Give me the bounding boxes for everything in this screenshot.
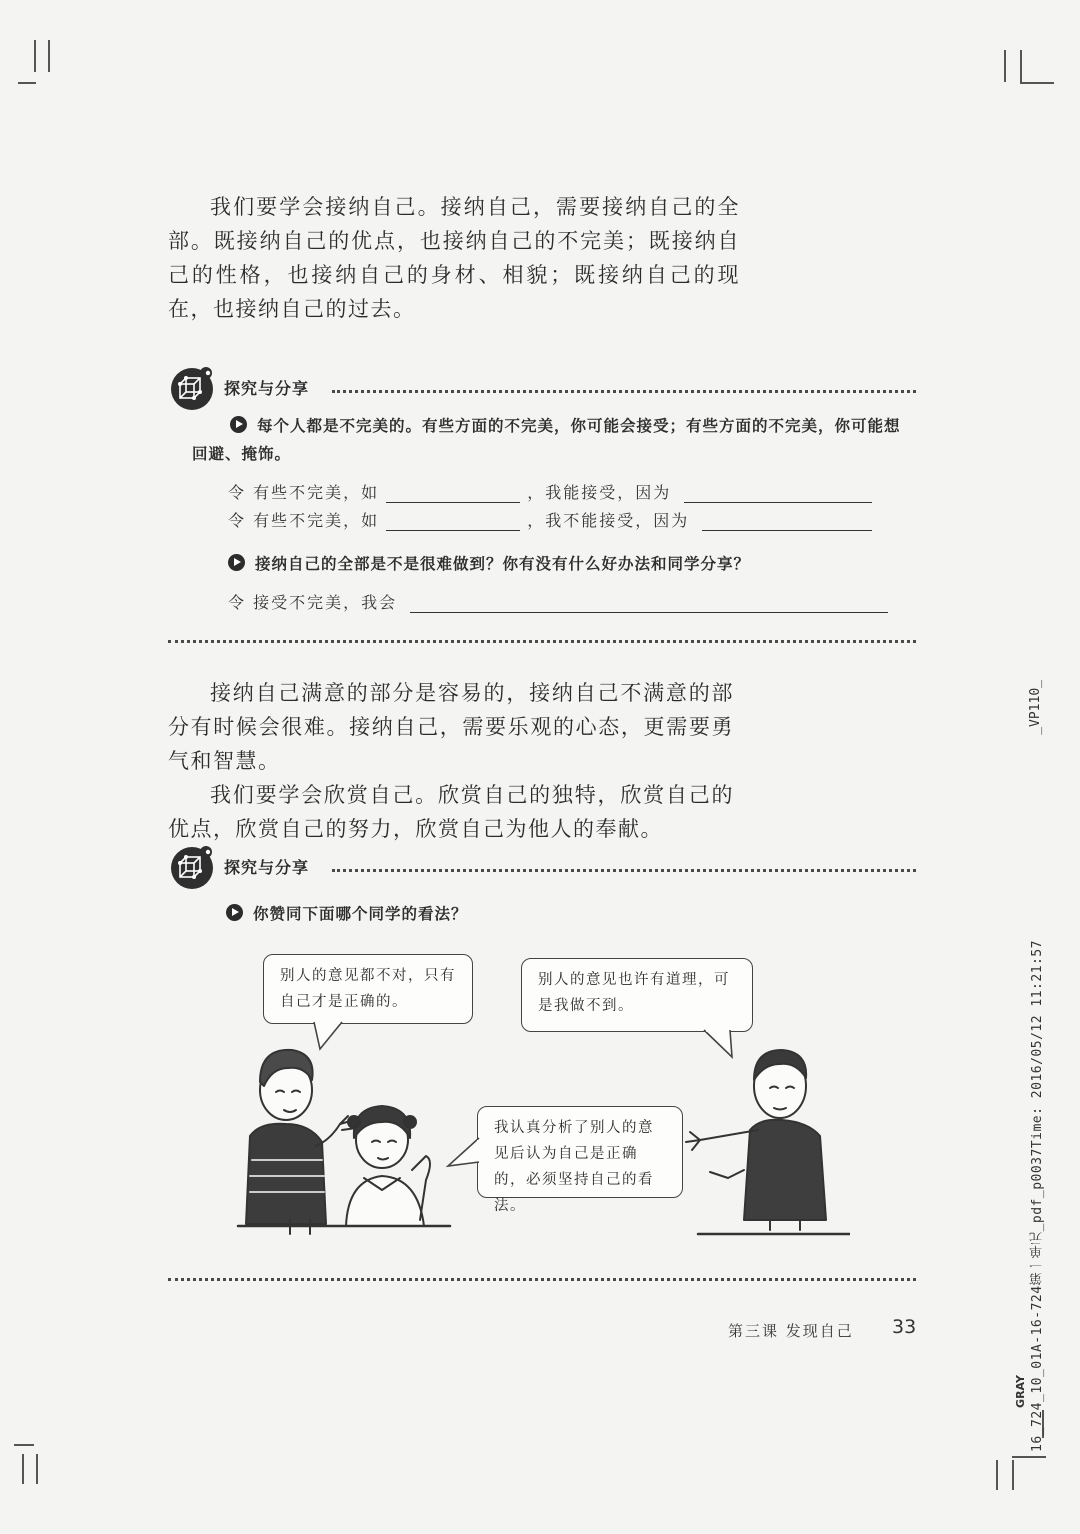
paragraph-text: 我们要学会欣赏自己。欣赏自己的独特，欣赏自己的优点，欣赏自己的努力，欣赏自己为他人的奉献。: [168, 783, 734, 841]
fill-middle: ，我不能接受，因为: [527, 511, 690, 530]
section-divider-1: [168, 640, 916, 643]
answer-blank[interactable]: [410, 592, 888, 613]
fill-row-1: [228, 480, 872, 508]
bubble-text: 别人的意见都不对，只有自己才是正确的。: [280, 968, 456, 1010]
bubble-tail: [446, 1134, 480, 1168]
answer-blank[interactable]: [386, 510, 520, 531]
fill-middle: ，我能接受，因为: [527, 483, 672, 502]
answer-blank[interactable]: [684, 482, 872, 503]
section-title: 探究与分享: [224, 858, 310, 877]
explore-share-header-2: [168, 845, 916, 889]
molecule-cube-icon: [168, 366, 216, 410]
question-text: 每个人都是不完美的。有些方面的不完美，你可能会接受；有些方面的不完美，你可能想回避、掩饰。: [192, 417, 901, 463]
print-code: _VP110_: [1028, 680, 1043, 735]
girl-figure: [346, 1106, 430, 1226]
fill-row-3: [228, 590, 888, 618]
dotted-rule: [332, 869, 916, 872]
paragraph-text: 接纳自己满意的部分是容易的，接纳自己不满意的部分有时候会很难。接纳自己，需要乐观的心态，更需要勇气和智慧。: [168, 681, 734, 773]
page-number: 33: [892, 1316, 917, 1338]
boy-right-figure: [686, 1050, 826, 1230]
bubble-text: 别人的意见也许有道理，可是我做不到。: [538, 972, 730, 1014]
dotted-rule: [332, 390, 916, 393]
crop-mark-bottom-left: [36, 1454, 38, 1484]
section-title: 探究与分享: [224, 379, 310, 398]
crop-mark-bottom-left: [14, 1444, 34, 1446]
crop-mark-top-right: [1020, 50, 1022, 82]
speech-bubble-right: [521, 958, 753, 1032]
bubble-tail: [310, 1021, 350, 1051]
fill-row-2: [228, 508, 872, 536]
question-2: [228, 550, 938, 578]
fill-prefix: 令 有些不完美，如: [228, 483, 380, 502]
answer-blank[interactable]: [386, 482, 520, 503]
question-3: [226, 900, 936, 928]
section-divider-2: [168, 1278, 916, 1281]
body-paragraph-2: [168, 676, 734, 846]
question-1: [192, 412, 902, 468]
crop-mark-top-right: [1004, 50, 1006, 82]
molecule-cube-icon: [168, 845, 216, 889]
speech-bubble-center: [477, 1106, 683, 1214]
bubble-text: 我认真分析了别人的意见后认为自己是正确的，必须坚持自己的看法。: [494, 1120, 654, 1214]
crop-mark-top-left: [34, 40, 36, 72]
arrow-bullet-icon: [228, 554, 245, 571]
crop-mark-top-left: [48, 40, 50, 72]
question-text: 你赞同下面哪个同学的看法？: [253, 905, 468, 923]
fill-prefix: 令 接受不完美，我会: [228, 593, 398, 612]
boy-left-figure: [246, 1050, 356, 1234]
answer-blank[interactable]: [702, 510, 872, 531]
crop-mark-top-left: [18, 82, 36, 84]
explore-share-header-1: [168, 366, 916, 410]
print-file-info: 16_724_10_01A-16-724第一单元_pdf_p0037Time: 2016/05/12 11:21:57: [1030, 940, 1045, 1452]
speech-bubble-left: [263, 954, 473, 1024]
fill-prefix: 令 有些不完美，如: [228, 511, 380, 530]
crop-mark-top-right: [1020, 82, 1054, 84]
crop-mark-bottom-left: [22, 1454, 24, 1484]
lesson-title: 第三课 发现自己: [728, 1322, 854, 1340]
bubble-tail: [700, 1029, 740, 1059]
crop-mark-bottom-right: [1012, 1460, 1014, 1490]
body-paragraph-1: [168, 190, 740, 326]
arrow-bullet-icon: [226, 904, 243, 921]
crop-mark-bottom-right: [996, 1460, 998, 1490]
paragraph-text: 我们要学会接纳自己。接纳自己，需要接纳自己的全部。既接纳自己的优点，也接纳自己的不完美；既接纳自己的性格，也接纳自己的身材、相貌；既接纳自己的现在，也接纳自己的过去。: [168, 195, 740, 321]
arrow-bullet-icon: [230, 416, 247, 433]
question-text: 接纳自己的全部是不是很难做到？你有没有什么好办法和同学分享？: [255, 555, 751, 573]
crop-mark-bottom-right: [1012, 1456, 1046, 1458]
print-gray-label: GRAY: [1014, 1375, 1027, 1408]
